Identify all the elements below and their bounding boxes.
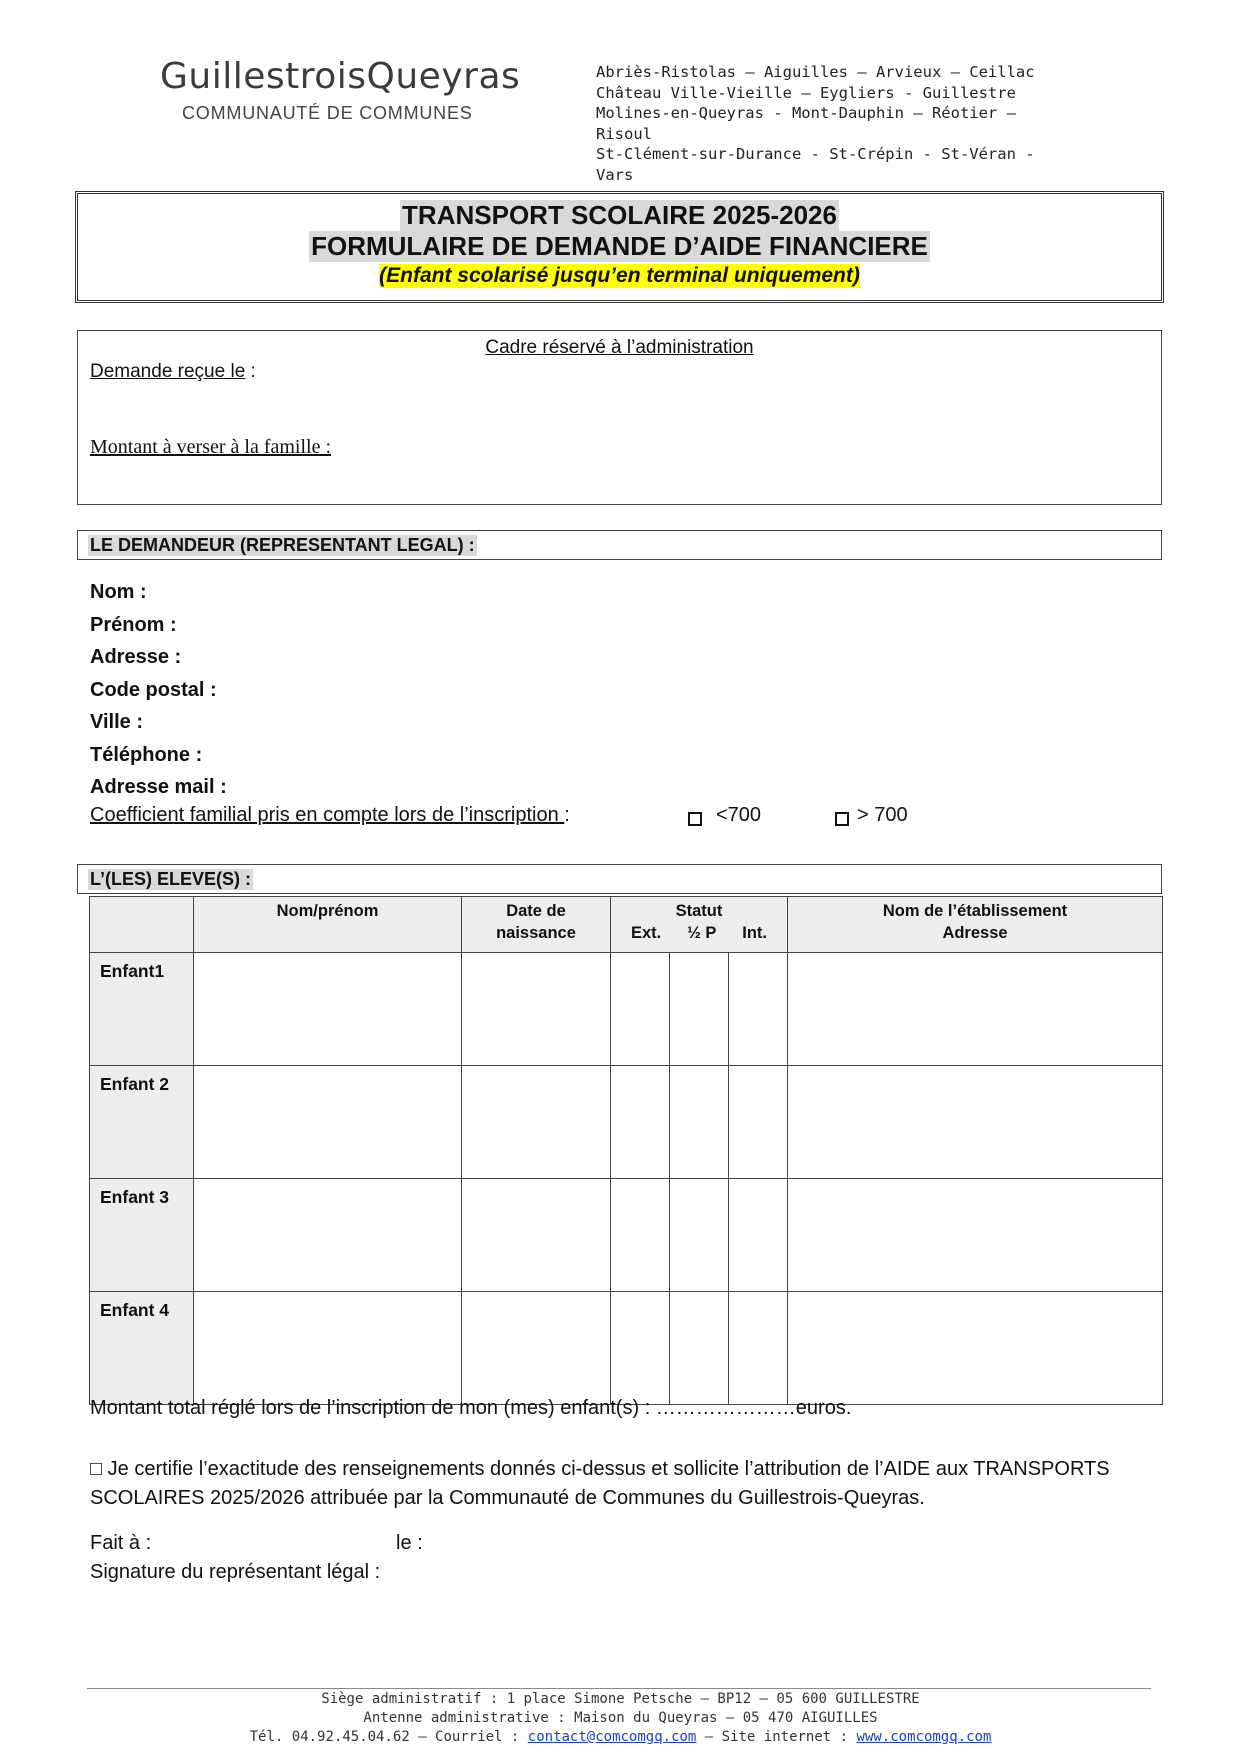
coef-option-under-700: <700: [716, 804, 762, 826]
cell-nom-prenom[interactable]: [194, 1179, 462, 1292]
cell-demi[interactable]: [670, 1292, 729, 1405]
coef-checkbox-over-700[interactable]: [835, 812, 849, 826]
cell-etablissement[interactable]: [788, 953, 1163, 1066]
footer-divider: [87, 1688, 1151, 1689]
coef-label-line: [90, 804, 570, 827]
logo-subtitle: COMMUNAUTÉ DE COMMUNES: [182, 103, 473, 123]
admin-box-title: Cadre réservé à l’administration: [485, 337, 754, 358]
logo-name: GuillestroisQueyras: [160, 56, 521, 97]
table-row: [90, 953, 1163, 1066]
header-etab-line1: Nom de l’établissement: [882, 902, 1068, 920]
footer-website-link[interactable]: www.comcomgq.com: [856, 1729, 992, 1745]
commune-line: Vars: [596, 165, 634, 184]
footer: [0, 1690, 1241, 1747]
header-statut-title: Statut: [675, 902, 723, 920]
field-code-postal[interactable]: Code postal :: [90, 678, 217, 701]
header-date-line2: naissance: [496, 924, 576, 942]
commune-line: Château Ville-Vieille – Eygliers - Guillestre: [596, 83, 1016, 102]
coef-option-over-700: > 700: [857, 804, 908, 826]
header-date-line1: Date de: [506, 902, 566, 920]
field-nom[interactable]: Nom :: [90, 581, 147, 603]
footer-email-link[interactable]: contact@comcomgq.com: [527, 1729, 697, 1745]
cell-demi[interactable]: [670, 953, 729, 1066]
footer-siege: Siège administratif : 1 place Simone Petsche – BP12 – 05 600 GUILLESTRE: [321, 1691, 920, 1707]
cell-etablissement[interactable]: [788, 1179, 1163, 1292]
demandeur-fields: [90, 576, 227, 804]
coef-label: Coefficient familial pris en compte lors de l’inscription: [90, 804, 565, 826]
header-etablissement: [788, 897, 1163, 953]
footer-antenne: Antenne administrative : Maison du Queyras – 05 470 AIGUILLES: [363, 1710, 878, 1726]
section-demandeur: [77, 530, 1162, 560]
cell-int[interactable]: [729, 953, 788, 1066]
coef-colon: :: [564, 804, 570, 826]
admin-received-date: [90, 361, 256, 383]
cell-demi[interactable]: [670, 1179, 729, 1292]
cell-int[interactable]: [729, 1292, 788, 1405]
cell-ext[interactable]: [611, 1179, 670, 1292]
footer-contact: [0, 1728, 1241, 1747]
cell-int[interactable]: [729, 1066, 788, 1179]
cell-demi[interactable]: [670, 1066, 729, 1179]
cell-etablissement[interactable]: [788, 1292, 1163, 1405]
coef-checkbox-under-700[interactable]: [688, 812, 702, 826]
admin-amount-label: Montant à verser à la famille :: [90, 436, 332, 458]
cell-date[interactable]: [462, 953, 611, 1066]
cell-date[interactable]: [462, 1179, 611, 1292]
admin-received-label: Demande reçue le: [90, 361, 246, 382]
header-statut-demi: ½ P: [687, 924, 717, 942]
form-subtitle: FORMULAIRE DE DEMANDE D’AIDE FINANCIERE: [311, 231, 928, 261]
eleves-table: [89, 896, 1163, 1405]
communes-list: [596, 62, 1076, 185]
admin-received-colon: :: [245, 361, 256, 382]
cell-nom-prenom[interactable]: [194, 1066, 462, 1179]
footer-site-label: – Site internet :: [696, 1729, 857, 1745]
row-label: Enfant 4: [90, 1292, 194, 1405]
field-ville[interactable]: Ville :: [90, 711, 143, 733]
cell-ext[interactable]: [611, 1292, 670, 1405]
commune-line: Abriès-Ristolas – Aiguilles – Arvieux – Ceillac: [596, 63, 1035, 81]
commune-line: St-Clément-sur-Durance - St-Crépin - St-Véran -: [596, 145, 1035, 163]
field-telephone[interactable]: Téléphone :: [90, 743, 203, 766]
certification-line2: SCOLAIRES 2025/2026 attribuée par la Communauté de Communes du Guillestrois-Queyras.: [90, 1487, 925, 1509]
cell-int[interactable]: [729, 1179, 788, 1292]
section-eleves: [77, 864, 1162, 894]
cell-nom-prenom[interactable]: [194, 1292, 462, 1405]
header-statut-int: Int.: [742, 924, 767, 942]
header-date-naissance: [462, 897, 611, 953]
certification-text[interactable]: [90, 1455, 1170, 1513]
row-label: Enfant1: [90, 953, 194, 1066]
header-statut: [611, 897, 788, 953]
certification-line1: □ Je certifie l’exactitude des renseignements donnés ci-dessus et sollicite l’attribution de l’AIDE aux TRANSPORTS: [90, 1458, 1110, 1480]
field-adresse[interactable]: Adresse :: [90, 646, 182, 668]
table-row: [90, 1292, 1163, 1405]
section-demandeur-title: LE DEMANDEUR (REPRESENTANT LEGAL) :: [90, 535, 475, 555]
footer-phone: Tél. 04.92.45.04.62 – Courriel :: [249, 1729, 528, 1745]
fait-a-field[interactable]: Fait à :: [90, 1532, 152, 1554]
header-statut-ext: Ext.: [631, 924, 662, 942]
table-row: [90, 1066, 1163, 1179]
section-eleves-title: L’(LES) ELEVE(S) :: [90, 869, 252, 889]
cell-nom-prenom[interactable]: [194, 953, 462, 1066]
form-title-box: [75, 191, 1164, 303]
commune-line: Molines-en-Queyras - Mont-Dauphin – Réotier – Risoul: [596, 104, 1016, 143]
field-adresse-mail[interactable]: Adresse mail :: [90, 776, 227, 798]
row-label: Enfant 2: [90, 1066, 194, 1179]
field-prenom[interactable]: Prénom :: [90, 613, 177, 636]
admin-reserved-box: [77, 330, 1162, 505]
montant-total[interactable]: Montant total réglé lors de l’inscription de mon (mes) enfant(s) : …………………euros.: [90, 1397, 852, 1419]
cell-ext[interactable]: [611, 1066, 670, 1179]
cell-etablissement[interactable]: [788, 1066, 1163, 1179]
header-nom-prenom: Nom/prénom: [194, 897, 462, 953]
table-header-row: [90, 897, 1163, 953]
header-etab-line2: Adresse: [942, 924, 1008, 942]
cell-ext[interactable]: [611, 953, 670, 1066]
signature-field[interactable]: Signature du représentant légal :: [90, 1561, 381, 1583]
form-eligibility-note: (Enfant scolarisé jusqu’en terminal uniquement): [379, 264, 860, 287]
cell-date[interactable]: [462, 1292, 611, 1405]
table-row: [90, 1179, 1163, 1292]
form-title: TRANSPORT SCOLAIRE 2025-2026: [402, 200, 837, 230]
date-field[interactable]: le :: [396, 1532, 423, 1554]
row-label: Enfant 3: [90, 1179, 194, 1292]
header-empty: [90, 897, 194, 953]
cell-date[interactable]: [462, 1066, 611, 1179]
